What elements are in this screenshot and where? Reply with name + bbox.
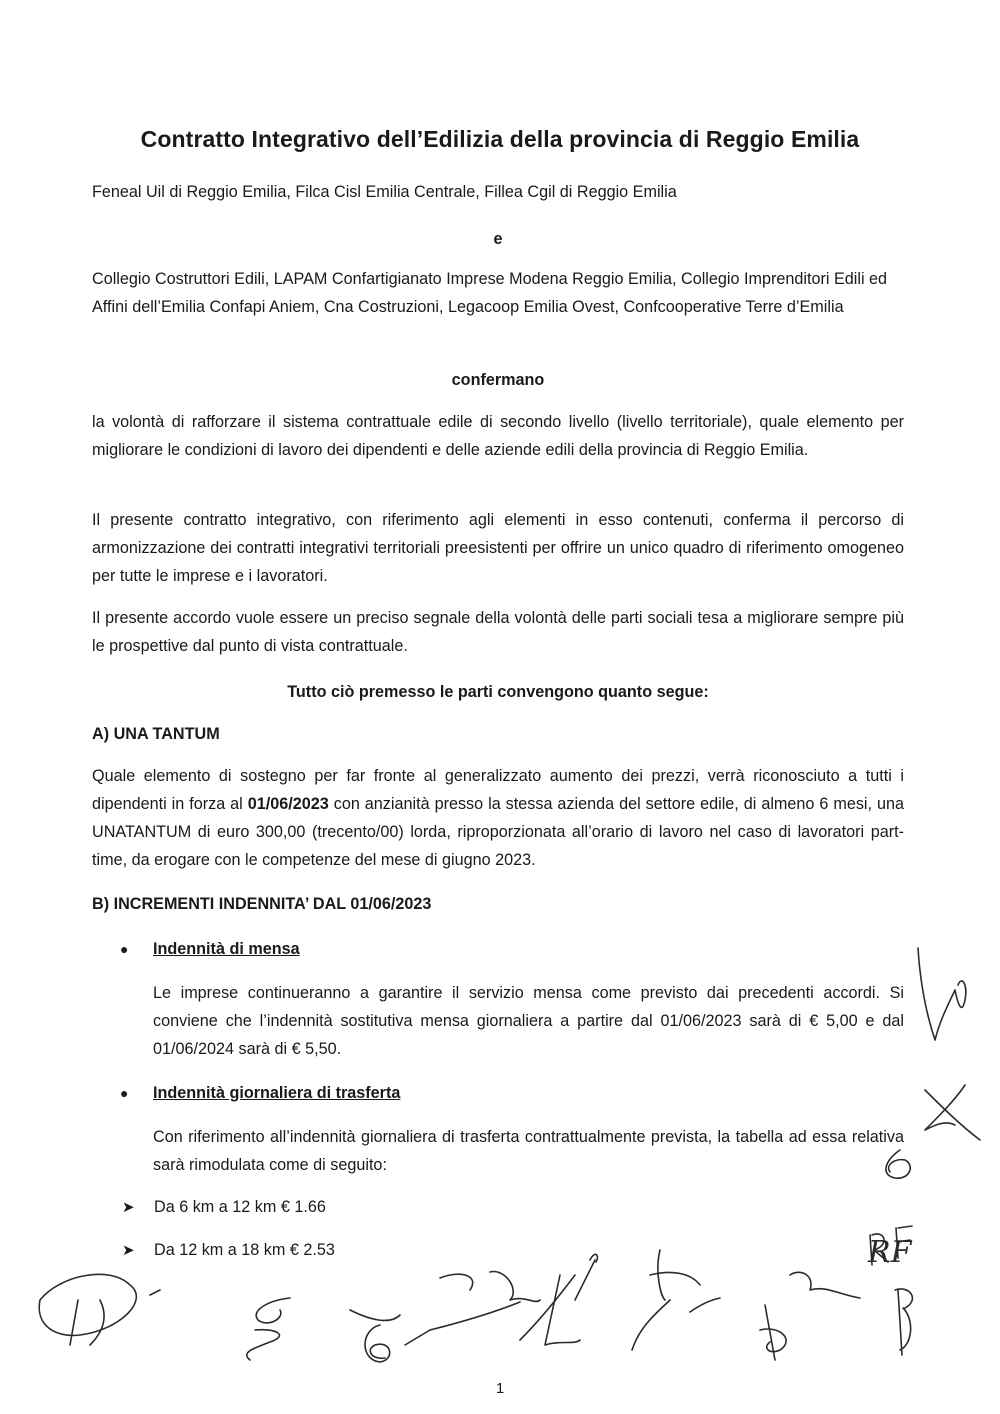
distance-item xyxy=(122,1236,335,1265)
distance-item-text: Da 6 km a 12 km € 1.66 xyxy=(154,1198,326,1216)
bullet-trasferta-label: Indennità giornaliera di trasferta xyxy=(153,1084,401,1102)
bottom-signature-3 xyxy=(350,1310,430,1362)
employers-paragraph: Collegio Costruttori Edili, LAPAM Confartigianato Imprese Modena Reggio Emilia, Collegio Imprenditori Edili ed Affini dell’Emilia Confapi Aniem, Cna Costruzioni, Legacoop Emilia Ovest, Confcooperative Terre d’Emilia xyxy=(92,270,888,316)
bullet-dot-icon: ● xyxy=(120,941,129,957)
bottom-signature-6 xyxy=(632,1250,720,1350)
mensa-text: Le imprese continueranno a garantire il servizio mensa come previsto dai precedenti accordi. Si conviene che l’indennità sostitutiva mensa giornaliera a partire dal 01/06/2023 sarà di € 5,00 e dal 01/06/2024 sarà di € 5,50. xyxy=(153,984,904,1058)
paragraph-2: Il presente contratto integrativo, con riferimento agli elementi in esso contenuti, conferma il percorso di armonizzazione dei contratti integrativi territoriali preesistenti per offrire un unico quadro di riferimento omogeneo per tutte le imprese e i lavoratori. xyxy=(92,511,904,585)
section-a-text xyxy=(92,762,904,874)
bullet-mensa xyxy=(120,935,300,963)
section-a-date: 01/06/2023 xyxy=(247,795,329,813)
arrowhead-icon: ➤ xyxy=(122,1242,135,1259)
section-a-heading: A) UNA TANTUM xyxy=(92,725,220,743)
distance-item-text: Da 12 km a 18 km € 2.53 xyxy=(154,1241,335,1259)
section-a-text-before: Quale elemento di sostegno per far fronte al generalizzato aumento dei prezzi, verrà riconosciuto a tutti i dipendenti in forza al xyxy=(92,767,904,813)
margin-initials xyxy=(870,1226,912,1265)
paragraph-3: Il presente accordo vuole essere un preciso segnale della volontà delle parti sociali tesa a migliorare sempre più le prospettive dal punto di vista contrattuale. xyxy=(92,609,904,655)
bottom-signature-2 xyxy=(247,1298,290,1360)
bottom-signature-8 xyxy=(895,1289,912,1355)
unions-line: Feneal Uil di Reggio Emilia, Filca Cisl Emilia Centrale, Fillea Cgil di Reggio Emilia xyxy=(92,183,677,201)
margin-initials-text: RF xyxy=(868,1235,912,1270)
bottom-signature-5 xyxy=(520,1254,597,1345)
bottom-signature-7 xyxy=(760,1272,860,1360)
distance-item xyxy=(122,1193,326,1222)
premise-heading: Tutto ciò premesso le parti convengono quanto segue: xyxy=(287,683,709,701)
bullet-mensa-label: Indennità di mensa xyxy=(153,940,300,958)
margin-signature-1 xyxy=(918,948,966,1040)
document-title: Contratto Integrativo dell’Edilizia della provincia di Reggio Emilia xyxy=(140,126,860,152)
conjunction: e xyxy=(493,230,503,248)
section-b-heading: B) INCREMENTI INDENNITA’ DAL 01/06/2023 xyxy=(92,895,432,913)
bottom-signature-1 xyxy=(39,1274,160,1345)
bottom-signature-4 xyxy=(430,1272,540,1330)
page-number: 1 xyxy=(495,1380,505,1397)
bullet-dot-icon: ● xyxy=(120,1085,129,1101)
margin-signature-2 xyxy=(925,1085,980,1140)
section-a-text-after: con anzianità presso la stessa azienda del settore edile, di almeno 6 mesi, una UNATANTUM di euro 300,00 (trecento/00) lorda, riproporzionata all’orario di lavoro nel caso di lavoratori part-time, da erogare con le competenze del mese di giugno 2023. xyxy=(92,795,904,869)
arrowhead-icon: ➤ xyxy=(122,1199,135,1216)
confermano-heading: confermano xyxy=(451,371,545,389)
trasferta-text: Con riferimento all’indennità giornaliera di trasferta contrattualmente prevista, la tabella ad essa relativa sarà rimodulata come di seguito: xyxy=(153,1128,904,1174)
bullet-trasferta xyxy=(120,1079,400,1107)
paragraph-1: la volontà di rafforzare il sistema contrattuale edile di secondo livello (livello territoriale), quale elemento per migliorare le condizioni di lavoro dei dipendenti e delle aziende edili della provincia di Reggio Emilia. xyxy=(92,413,904,459)
